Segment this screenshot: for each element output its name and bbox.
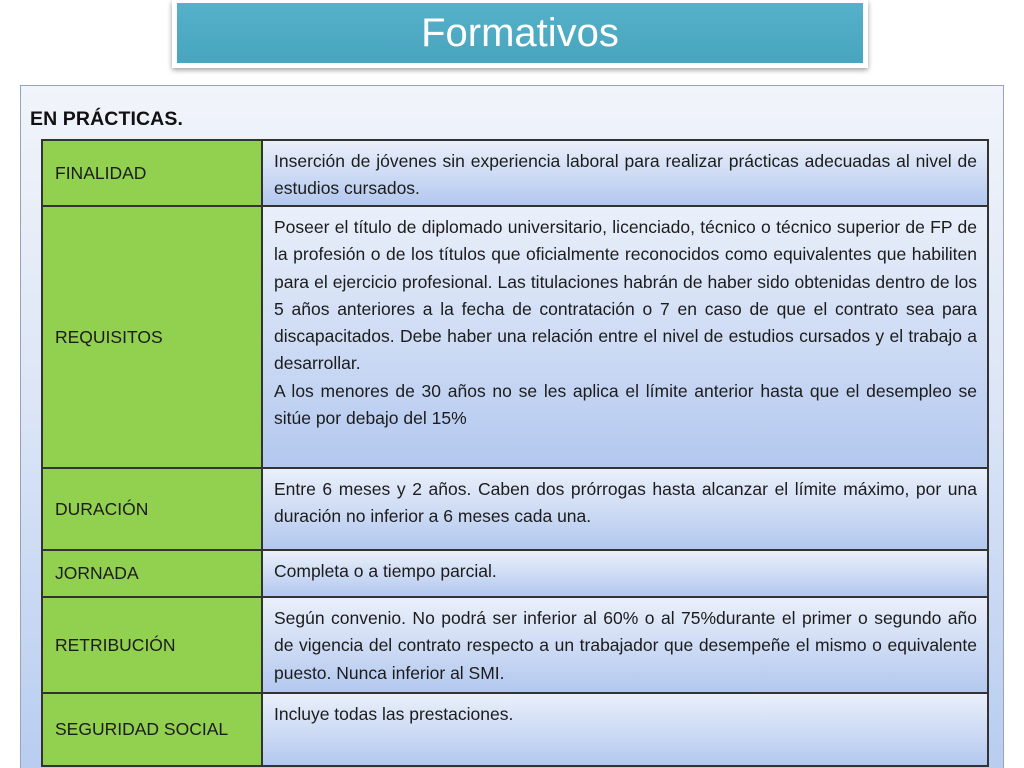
- row-label-retribucion: [43, 598, 263, 694]
- row-label-text: FINALIDAD: [55, 162, 147, 183]
- row-paragraph: Inserción de jóvenes sin experiencia laboral para realizar prácticas adecuadas al nivel de estudios cursados.: [274, 151, 977, 199]
- row-label-text: RETRIBUCIÓN: [55, 634, 176, 655]
- row-paragraph: Según convenio. No podrá ser inferior al 60% o al 75%durante el primer o segundo año de vigencia del contrato respecto a un trabajador que desempeñe el mismo o equivalente puesto. Nunca inferior al SMI.: [274, 608, 977, 683]
- row-label-finalidad: [43, 141, 263, 207]
- row-paragraph: Completa o a tiempo parcial.: [274, 561, 497, 581]
- row-text-retribucion: [263, 598, 989, 694]
- row-paragraph: Poseer el título de diplomado universitario, licenciado, técnico o técnico superior de FP de la profesión o de los títulos que oficialmente reconocidos como equivalentes que habiliten para el ejercicio profesional. Las titulaciones habrán de haber sido obtenidas dentro de los 5 años anteriores a la fecha de contratación o 7 en caso de que el contrato sea para discapacitados. Debe haber una relación entre el nivel de estudios cursados y el trabajo a desarrollar.: [274, 217, 977, 374]
- section-heading: EN PRÁCTICAS.: [30, 108, 183, 130]
- slide-title-banner: [172, 0, 868, 68]
- row-paragraph: Incluye todas las prestaciones.: [274, 704, 514, 724]
- row-label-jornada: [43, 551, 263, 598]
- row-paragraph: A los menores de 30 años no se les aplica el límite anterior hasta que el desempleo se sitúe por debajo del 15%: [274, 380, 977, 429]
- row-text-jornada: [263, 551, 989, 598]
- row-label-text: DURACIÓN: [55, 498, 149, 519]
- row-text-finalidad: [263, 141, 989, 207]
- row-text-duracion: [263, 469, 989, 551]
- row-label-text: JORNADA: [55, 563, 139, 583]
- row-label-seguridad-social: [43, 694, 263, 767]
- slide-title: Formativos: [177, 3, 863, 63]
- row-text-requisitos: [263, 207, 989, 469]
- row-paragraph: Entre 6 meses y 2 años. Caben dos prórrogas hasta alcanzar el límite máximo, por una duración no inferior a 6 meses cada una.: [274, 479, 977, 527]
- row-label-duracion: [43, 469, 263, 551]
- row-text-seguridad-social: [263, 694, 989, 767]
- row-label-text: REQUISITOS: [55, 326, 163, 347]
- row-label-requisitos: [43, 207, 263, 469]
- info-table: [41, 139, 989, 767]
- row-label-text: SEGURIDAD SOCIAL: [55, 719, 229, 739]
